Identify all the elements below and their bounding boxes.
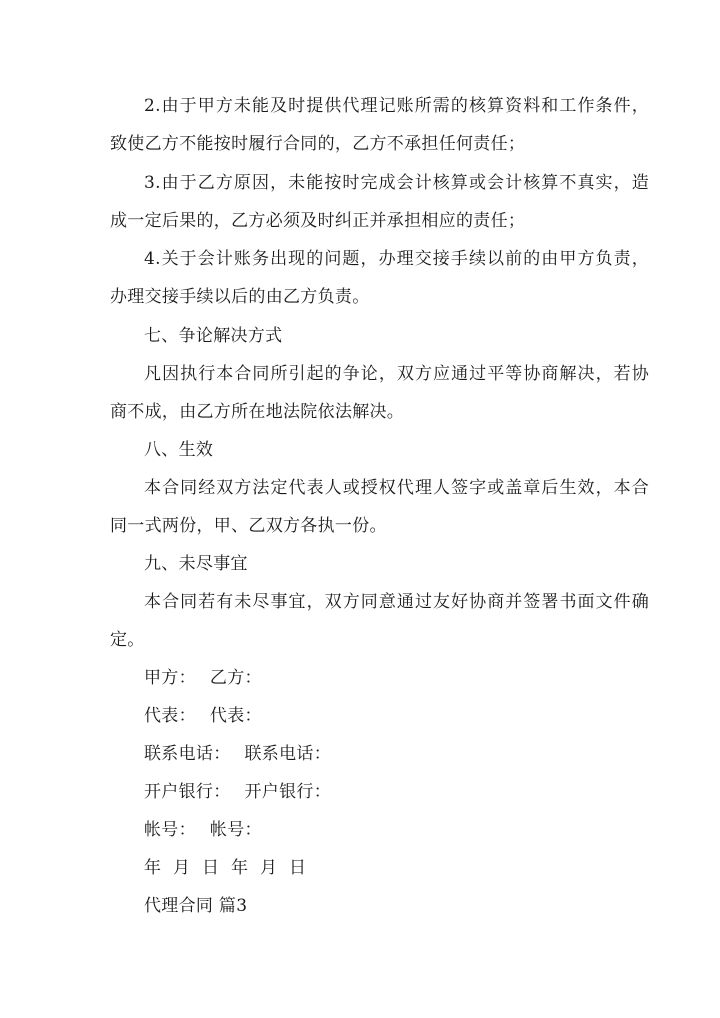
clause-3-line-1: 3.由于乙方原因，未能按时完成会计核算或会计核算不真实，造 (144, 173, 649, 193)
account-a-label: 帐号： (144, 820, 196, 840)
clause-2-line-2: 致使乙方不能按时履行合同的，乙方不承担任何责任； (110, 134, 526, 154)
party-a-label: 甲方： (144, 668, 196, 688)
clause-2-line-1: 2.由于甲方未能及时提供代理记账所需的核算资料和工作条件， (144, 96, 649, 116)
rep-a-label: 代表： (144, 706, 196, 726)
clause-3-line-2: 成一定后果的，乙方必须及时纠正并承担相应的责任； (110, 211, 526, 231)
section-9-heading: 九、未尽事宜 (144, 554, 248, 574)
signature-parties (144, 667, 262, 689)
section-7-heading: 七、争论解决方式 (144, 326, 283, 346)
bank-a-label: 开户银行： (144, 782, 231, 802)
section-9-line-2: 定。 (110, 630, 145, 650)
section-7-line-2: 商不成，由乙方所在地法院依法解决。 (110, 402, 405, 422)
account-b-label: 帐号： (209, 820, 262, 840)
next-section-title: 代理合同 篇3 (144, 896, 248, 916)
section-8-line-1: 本合同经双方法定代表人或授权代理人签字或盖章后生效，本合 (144, 478, 649, 498)
clause-4-line-1: 4.关于会计账务出现的问题，办理交接手续以前的由甲方负责， (144, 249, 649, 269)
clause-4-line-2: 办理交接手续以后的由乙方负责。 (110, 287, 370, 307)
signature-banks (144, 781, 331, 803)
signature-accounts (144, 819, 262, 841)
signature-representatives (144, 705, 262, 727)
rep-b-label: 代表： (209, 706, 262, 726)
signature-date-line: 年 月 日 年 月 日 (144, 858, 307, 878)
section-9-line-1: 本合同若有未尽事宜，双方同意通过友好协商并签署书面文件确 (144, 592, 649, 612)
section-8-line-2: 同一式两份，甲、乙双方各执一份。 (110, 516, 387, 536)
bank-b-label: 开户银行： (244, 782, 331, 802)
party-b-label: 乙方： (209, 668, 262, 688)
section-7-line-1: 凡因执行本合同所引起的争论，双方应通过平等协商解决，若协 (144, 364, 649, 384)
section-8-heading: 八、生效 (144, 440, 214, 460)
signature-phones (144, 743, 331, 765)
phone-a-label: 联系电话： (144, 744, 231, 764)
phone-b-label: 联系电话： (244, 744, 331, 764)
